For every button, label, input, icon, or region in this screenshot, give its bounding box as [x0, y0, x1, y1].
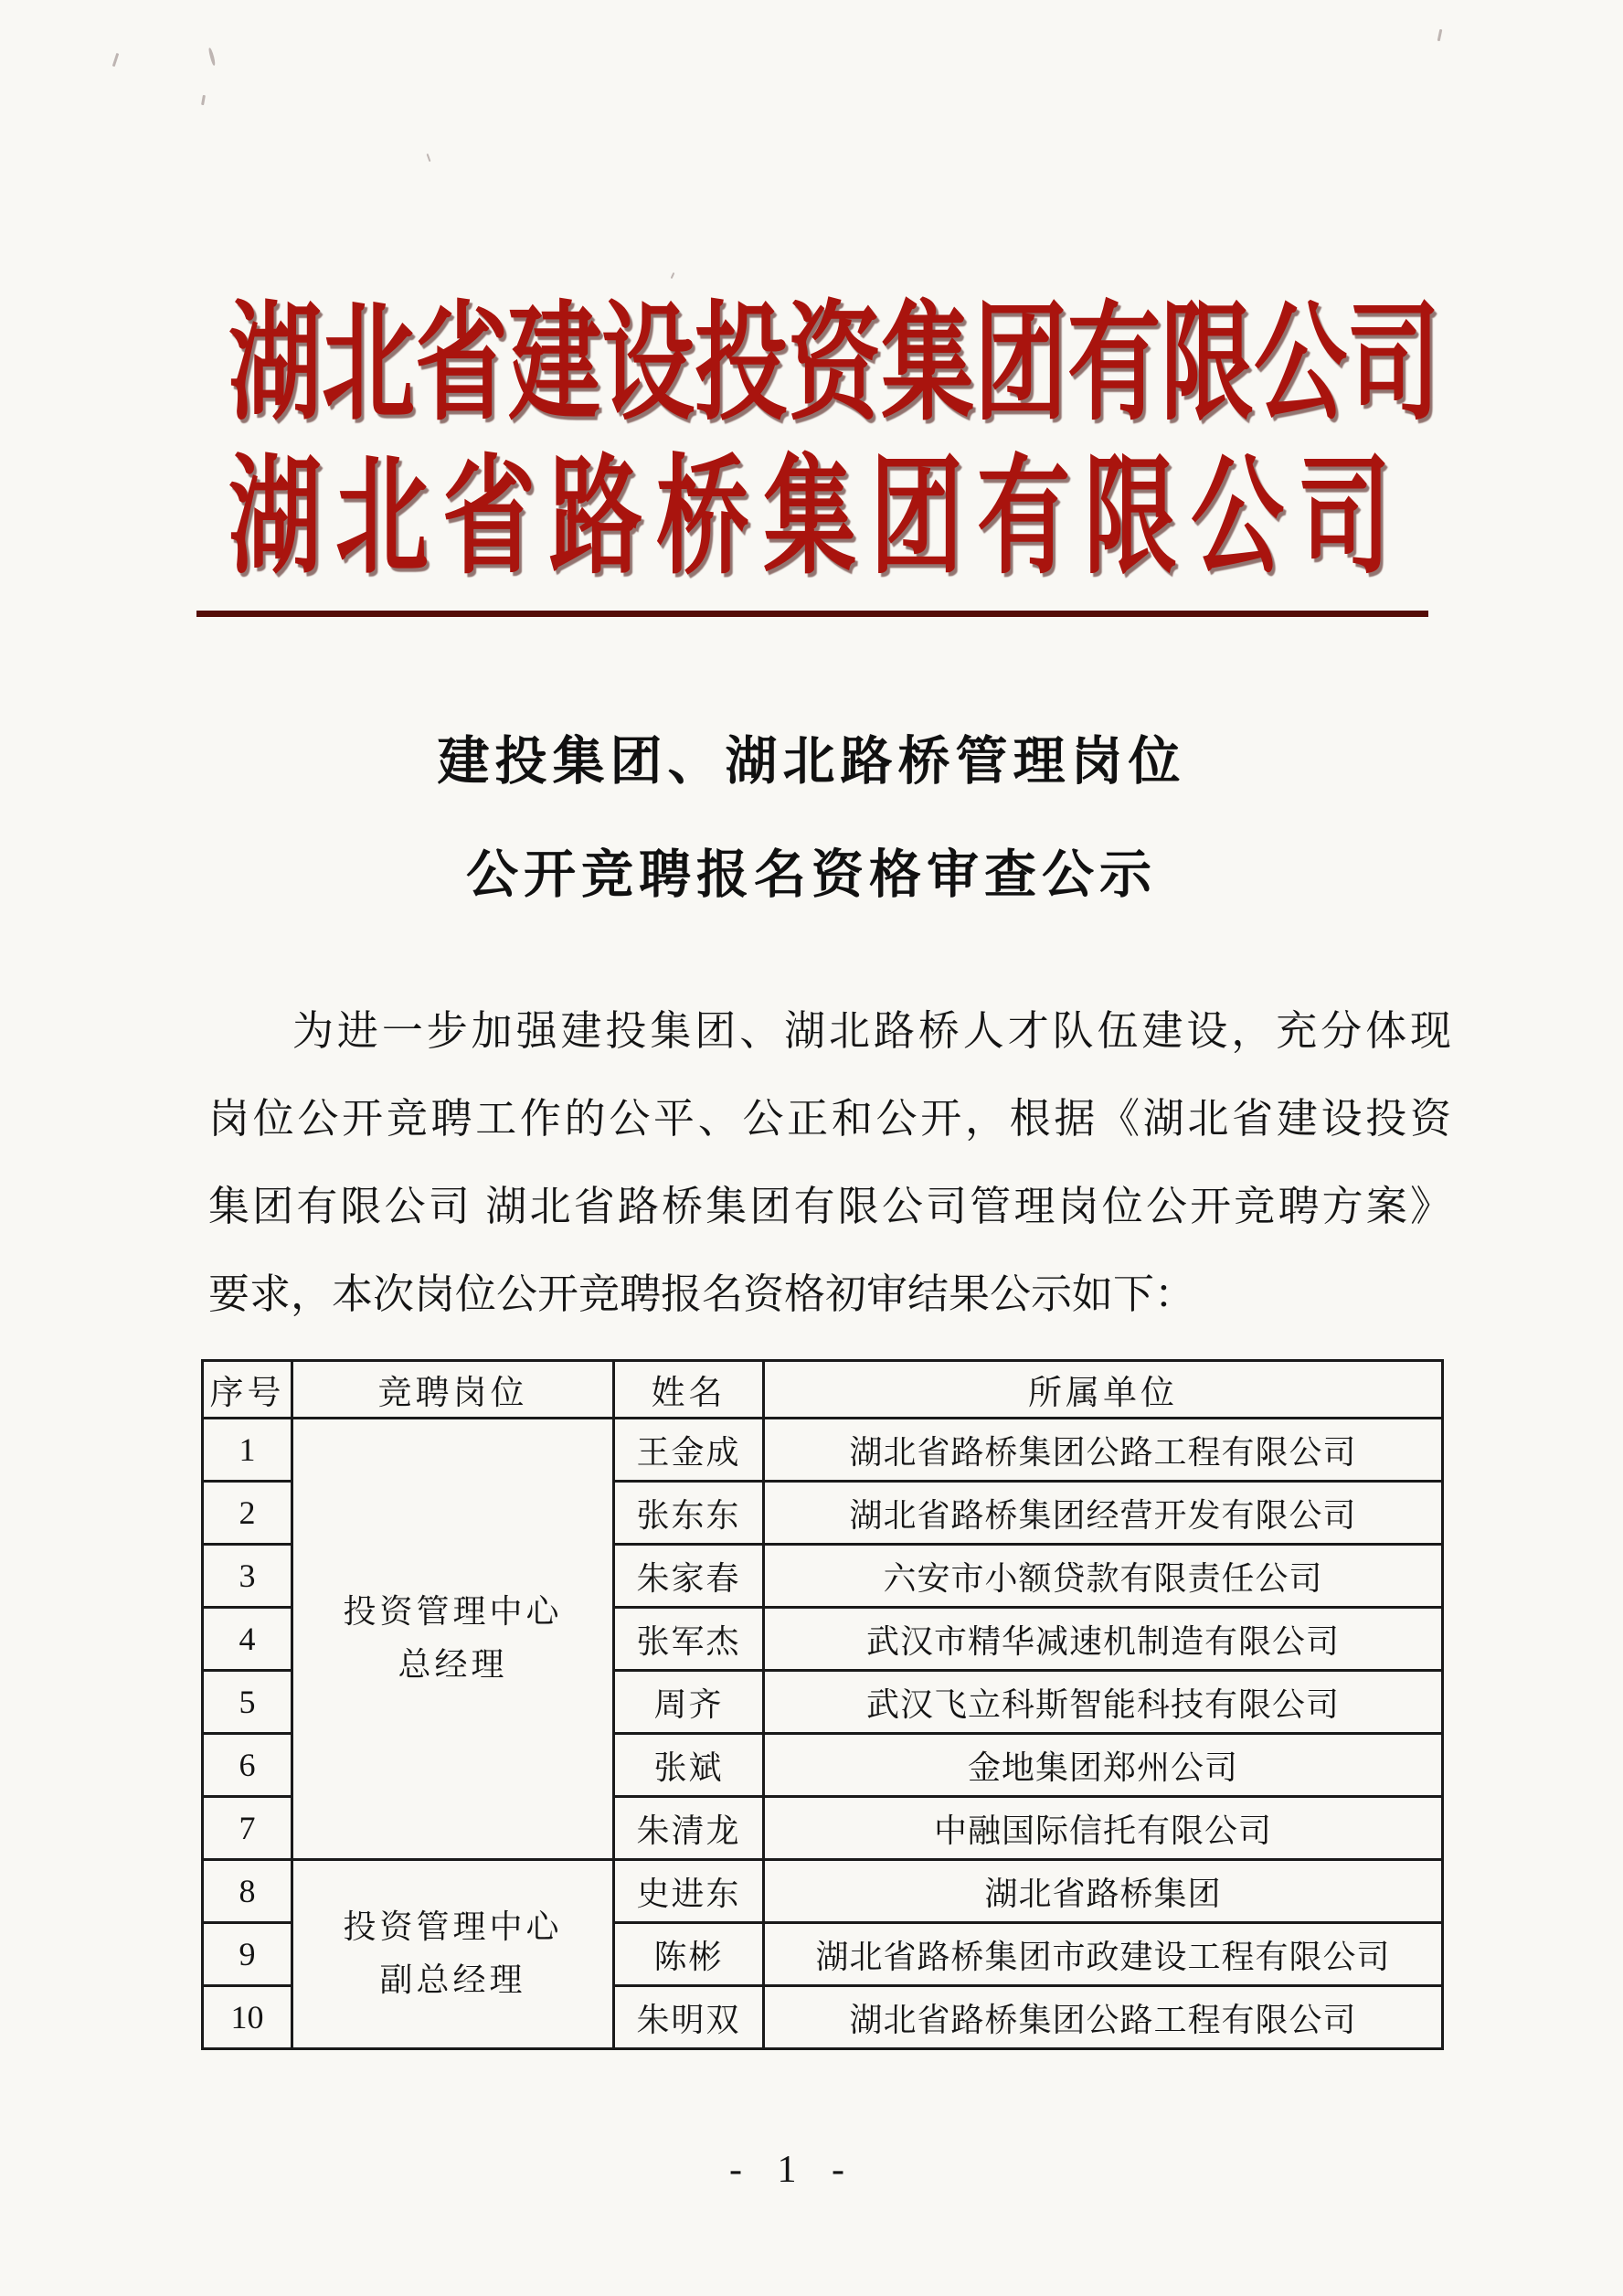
- cell-position: [292, 1419, 614, 1860]
- cell-unit: 湖北省路桥集团: [764, 1860, 1443, 1923]
- cell-name: 朱清龙: [614, 1797, 764, 1860]
- cell-name: 朱明双: [614, 1986, 764, 2049]
- cell-no: 3: [203, 1545, 292, 1608]
- scan-speck: [112, 53, 119, 67]
- col-header-position: 竞聘岗位: [292, 1361, 614, 1419]
- cell-unit: 六安市小额贷款有限责任公司: [764, 1545, 1443, 1608]
- cell-unit: 武汉飞立科斯智能科技有限公司: [764, 1671, 1443, 1734]
- body-paragraph-line1: 为进一步加强建投集团、湖北路桥人才队伍建设，充分体现: [292, 1008, 1451, 1054]
- letterhead-line1: 湖北省建设投资集团有限公司: [228, 293, 1440, 437]
- cell-unit: 湖北省路桥集团市政建设工程有限公司: [764, 1923, 1443, 1986]
- cell-no: 5: [203, 1671, 292, 1734]
- scan-speck: [208, 48, 217, 66]
- cell-position: [292, 1860, 614, 2049]
- cell-no: 7: [203, 1797, 292, 1860]
- scan-speck: [427, 154, 431, 162]
- page-number: - 1 -: [729, 2149, 857, 2191]
- cell-unit: 湖北省路桥集团公路工程有限公司: [764, 1419, 1443, 1482]
- cell-name: 王金成: [614, 1419, 764, 1482]
- cell-no: 4: [203, 1608, 292, 1671]
- document-title-line1: 建投集团、湖北路桥管理岗位: [437, 733, 1186, 791]
- cell-name: 陈彬: [614, 1923, 764, 1986]
- letterhead-divider: [196, 611, 1428, 617]
- cell-unit: 湖北省路桥集团公路工程有限公司: [764, 1986, 1443, 2049]
- body-paragraph-line3: 集团有限公司 湖北省路桥集团有限公司管理岗位公开竞聘方案》: [208, 1184, 1451, 1229]
- cell-no: 6: [203, 1734, 292, 1797]
- col-header-no: 序号: [203, 1361, 292, 1419]
- scan-speck: [1437, 29, 1443, 41]
- table-row: [203, 1860, 1443, 1923]
- body-paragraph-line2: 岗位公开竞聘工作的公平、公正和公开，根据《湖北省建设投资: [208, 1096, 1451, 1142]
- cell-name: 周齐: [614, 1671, 764, 1734]
- cell-no: 10: [203, 1986, 292, 2049]
- body-paragraph-line4: 要求，本次岗位公开竞聘报名资格初审结果公示如下：: [208, 1271, 1196, 1317]
- cell-no: 2: [203, 1482, 292, 1545]
- table-row: [203, 1419, 1443, 1482]
- cell-unit: 武汉市精华减速机制造有限公司: [764, 1608, 1443, 1671]
- letterhead-line2: 湖北省路桥集团有限公司: [228, 447, 1391, 590]
- cell-no: 1: [203, 1419, 292, 1482]
- applicants-table: [201, 1359, 1444, 2050]
- cell-name: 朱家春: [614, 1545, 764, 1608]
- position-line2: 副总经理: [379, 1961, 526, 1998]
- scan-speck: [201, 95, 206, 105]
- table-header-row: [203, 1361, 1443, 1419]
- cell-no: 9: [203, 1923, 292, 1986]
- cell-unit: 中融国际信托有限公司: [764, 1797, 1443, 1860]
- scan-speck: [671, 272, 675, 279]
- cell-unit: 湖北省路桥集团经营开发有限公司: [764, 1482, 1443, 1545]
- cell-name: 张军杰: [614, 1608, 764, 1671]
- col-header-name: 姓名: [614, 1361, 764, 1419]
- position-line1: 投资管理中心: [343, 1593, 563, 1631]
- cell-name: 张东东: [614, 1482, 764, 1545]
- position-line2: 总经理: [398, 1646, 508, 1683]
- document-title-line2: 公开竞聘报名资格审查公示: [466, 846, 1157, 904]
- cell-unit: 金地集团郑州公司: [764, 1734, 1443, 1797]
- cell-name: 张斌: [614, 1734, 764, 1797]
- cell-no: 8: [203, 1860, 292, 1923]
- position-line1: 投资管理中心: [343, 1908, 563, 1946]
- col-header-unit: 所属单位: [764, 1361, 1443, 1419]
- cell-name: 史进东: [614, 1860, 764, 1923]
